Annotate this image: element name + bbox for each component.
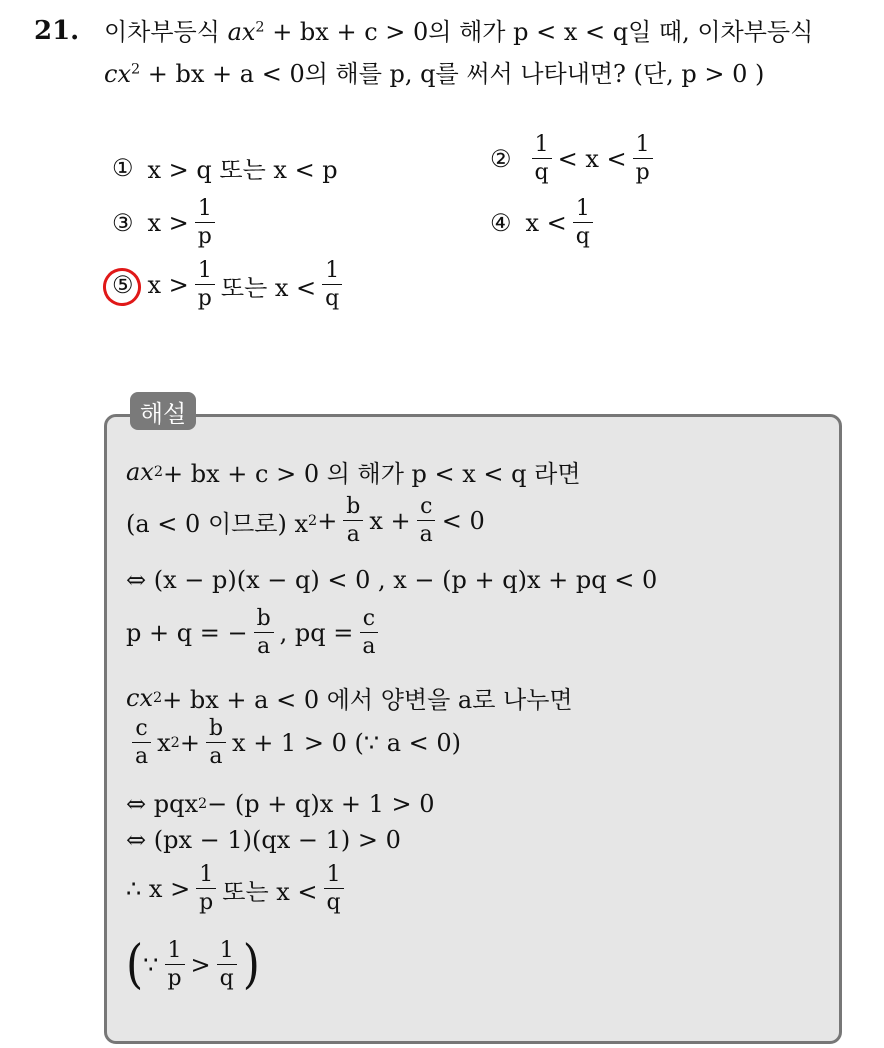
solution-text: p + q = − xyxy=(126,619,248,647)
solution-text: , pq = xyxy=(279,619,354,647)
numerator: b xyxy=(343,496,363,521)
right-paren: ) xyxy=(242,933,260,995)
denominator: a xyxy=(135,744,149,769)
choice-marker: ⑤ xyxy=(112,271,134,299)
choice-marker: ④ xyxy=(490,209,512,237)
solution-text: x xyxy=(157,729,171,757)
numerator: 1 xyxy=(195,260,215,285)
denominator: p xyxy=(197,286,212,311)
numerator: 1 xyxy=(324,864,344,889)
fraction xyxy=(322,260,342,310)
math-term: cx xyxy=(126,683,153,712)
denominator: q xyxy=(326,890,341,915)
solution-text: ∴ x > xyxy=(126,875,191,903)
choice-text: x > q 또는 x < p xyxy=(147,156,338,184)
solution-line-1: ax 2 + bx + c > 0 의 해가 p < x < q 라면 xyxy=(126,454,581,489)
solution-line-8: ⇔ (px − 1)(qx − 1) > 0 xyxy=(126,826,401,854)
solution-text: + xyxy=(179,729,200,757)
fraction xyxy=(343,496,363,546)
solution-text: − (p + q)x + 1 > 0 xyxy=(207,790,435,818)
math-term: cx xyxy=(104,60,131,88)
choice-text: x < xyxy=(525,209,567,237)
choice-text: x > xyxy=(147,209,189,237)
solution-label: 해설 xyxy=(130,392,196,430)
denominator: p xyxy=(167,966,182,991)
denominator: q xyxy=(575,224,590,249)
fraction xyxy=(195,198,215,248)
solution-text: ∵ xyxy=(143,951,159,979)
question-text: 이차부등식 xyxy=(104,18,228,46)
denominator: a xyxy=(346,522,360,547)
denominator: a xyxy=(209,744,223,769)
exponent: 2 xyxy=(255,19,265,36)
choice-marker: ③ xyxy=(112,209,134,237)
choice-marker: ① xyxy=(112,153,134,182)
denominator: a xyxy=(419,522,433,547)
choice-text: < x < xyxy=(557,145,627,173)
solution-line-4 xyxy=(126,608,385,658)
denominator: p xyxy=(635,160,650,185)
denominator: q xyxy=(219,966,234,991)
solution-text: > xyxy=(190,951,211,979)
question-text: + bx + a < 0의 해를 p, q를 써서 나타내면? (단, p > 0 ) xyxy=(140,60,765,88)
numerator: c xyxy=(417,496,435,521)
choice-text: x > xyxy=(147,271,189,299)
solution-text: ⇔ pqx xyxy=(126,790,198,818)
solution-text: 또는 x < xyxy=(222,877,318,906)
choice-3[interactable] xyxy=(112,198,221,248)
choice-2[interactable] xyxy=(490,134,659,184)
fraction xyxy=(573,198,593,248)
numerator: 1 xyxy=(195,198,215,223)
fraction xyxy=(417,496,436,546)
numerator: 1 xyxy=(217,940,237,965)
denominator: p xyxy=(199,890,214,915)
denominator: a xyxy=(257,634,271,659)
question-text: + bx + c > 0의 해가 p < x < q일 때, 이차부등식 xyxy=(264,18,814,46)
denominator: q xyxy=(534,160,549,185)
solution-text: x + xyxy=(369,507,411,535)
denominator: q xyxy=(325,286,340,311)
solution-line-9 xyxy=(126,864,350,914)
math-term: ax xyxy=(227,18,256,46)
numerator: 1 xyxy=(196,864,216,889)
numerator: 1 xyxy=(633,134,653,159)
denominator: a xyxy=(362,634,376,659)
fraction xyxy=(633,134,653,184)
solution-text: + xyxy=(317,507,338,535)
solution-text: < 0 xyxy=(441,507,485,535)
denominator: p xyxy=(197,224,212,249)
fraction xyxy=(324,864,344,914)
fraction xyxy=(206,718,226,768)
solution-line-7: ⇔ pqx 2 − (p + q)x + 1 > 0 xyxy=(126,790,435,818)
fraction xyxy=(217,940,237,990)
choice-1[interactable] xyxy=(112,150,338,185)
solution-line-5: cx 2 + bx + a < 0 에서 양변을 a로 나누면 xyxy=(126,680,573,715)
numerator: 1 xyxy=(165,940,185,965)
choice-marker: ② xyxy=(490,145,512,173)
solution-line-3: ⇔ (x − p)(x − q) < 0 , x − (p + q)x + pq < 0 xyxy=(126,566,658,594)
choice-5[interactable] xyxy=(112,260,348,310)
exponent: 2 xyxy=(130,61,141,78)
fraction xyxy=(532,134,552,184)
solution-text: + bx + a < 0 에서 양변을 a로 나누면 xyxy=(162,686,573,714)
numerator: c xyxy=(360,608,378,633)
left-paren: ( xyxy=(126,933,144,995)
fraction xyxy=(359,608,378,658)
numerator: b xyxy=(206,718,226,743)
solution-line-10 xyxy=(126,933,260,995)
question-line-2 xyxy=(104,62,764,86)
numerator: 1 xyxy=(532,134,552,159)
fraction xyxy=(196,864,216,914)
numerator: 1 xyxy=(573,198,593,223)
solution-text: + bx + c > 0 의 해가 p < x < q 라면 xyxy=(163,460,581,488)
question-line-1 xyxy=(104,20,813,44)
numerator: b xyxy=(254,608,274,633)
solution-line-2: (a < 0 이므로) x 2 + $\frac{b}{a}$ x + $\frac{c}{a}$ < 0 xyxy=(126,494,485,547)
math-term: ax xyxy=(126,457,154,486)
fraction xyxy=(195,260,215,310)
fraction xyxy=(132,718,151,768)
numerator: c xyxy=(132,718,150,743)
solution-line-6: $\frac{c}{a}$ x 2 + $\frac{b}{a}$ x + 1 > 0 (∵ a < 0) xyxy=(126,718,461,768)
numerator: 1 xyxy=(322,260,342,285)
question-number: 21. xyxy=(34,16,80,46)
choice-4[interactable] xyxy=(490,198,599,248)
choice-text: 또는 x < xyxy=(220,273,317,302)
solution-text: x + 1 > 0 (∵ a < 0) xyxy=(232,729,462,757)
solution-text: (a < 0 이므로) x xyxy=(126,509,309,538)
fraction xyxy=(164,940,184,990)
fraction xyxy=(254,608,274,658)
